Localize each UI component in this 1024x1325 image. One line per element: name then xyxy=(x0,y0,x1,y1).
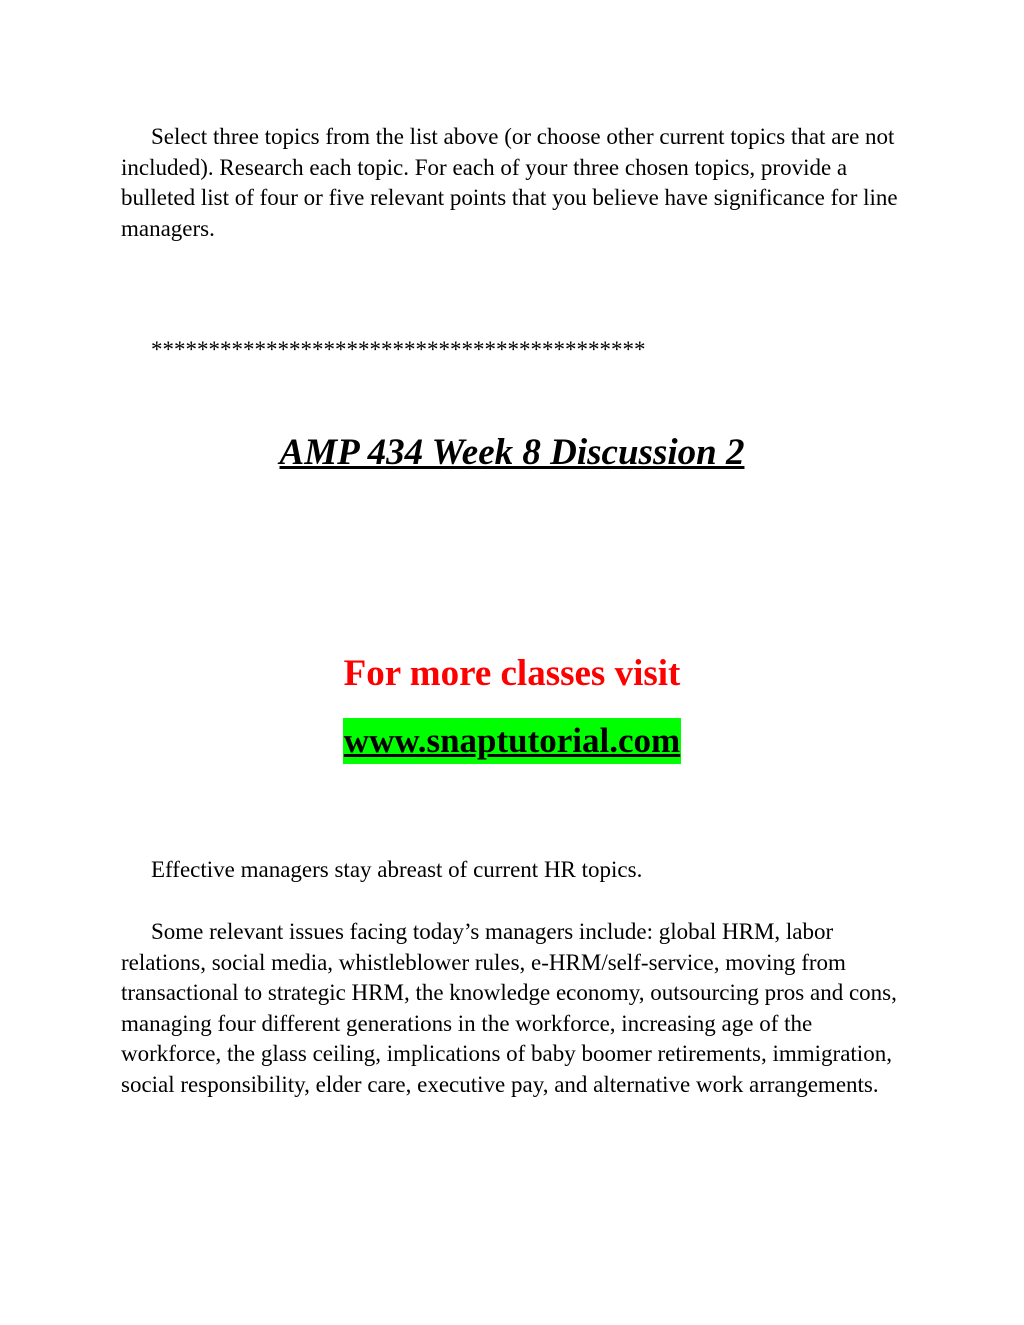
page-title: AMP 434 Week 8 Discussion 2 xyxy=(279,432,745,473)
promo-heading: For more classes visit xyxy=(343,653,681,694)
snaptutorial-link[interactable]: www.snaptutorial.com xyxy=(343,718,681,764)
issues-paragraph: Some relevant issues facing today’s managers include: global HRM, labor relations, social media, whistleblower rules, e-HRM/self-service, moving from transactional to strategic HRM, the knowledge economy, outsourcing pros and cons, managing four different generations in the workforce, increasing age of the workforce, the glass ceiling, implications of baby boomer retirements, immigration, social responsibility, elder care, executive pay, and alternative work arrangements. xyxy=(121,919,897,1097)
promo-link-container xyxy=(0,718,1024,764)
intro-paragraph: Select three topics from the list above (or choose other current topics that are not included). Research each topic. For each of your three chosen topics, provide a bulleted list of four or five relevant points that you believe have significance for line managers. xyxy=(121,124,898,241)
separator-line: ******************************************* xyxy=(151,337,646,362)
effective-managers-paragraph: Effective managers stay abreast of current HR topics. xyxy=(151,857,643,882)
